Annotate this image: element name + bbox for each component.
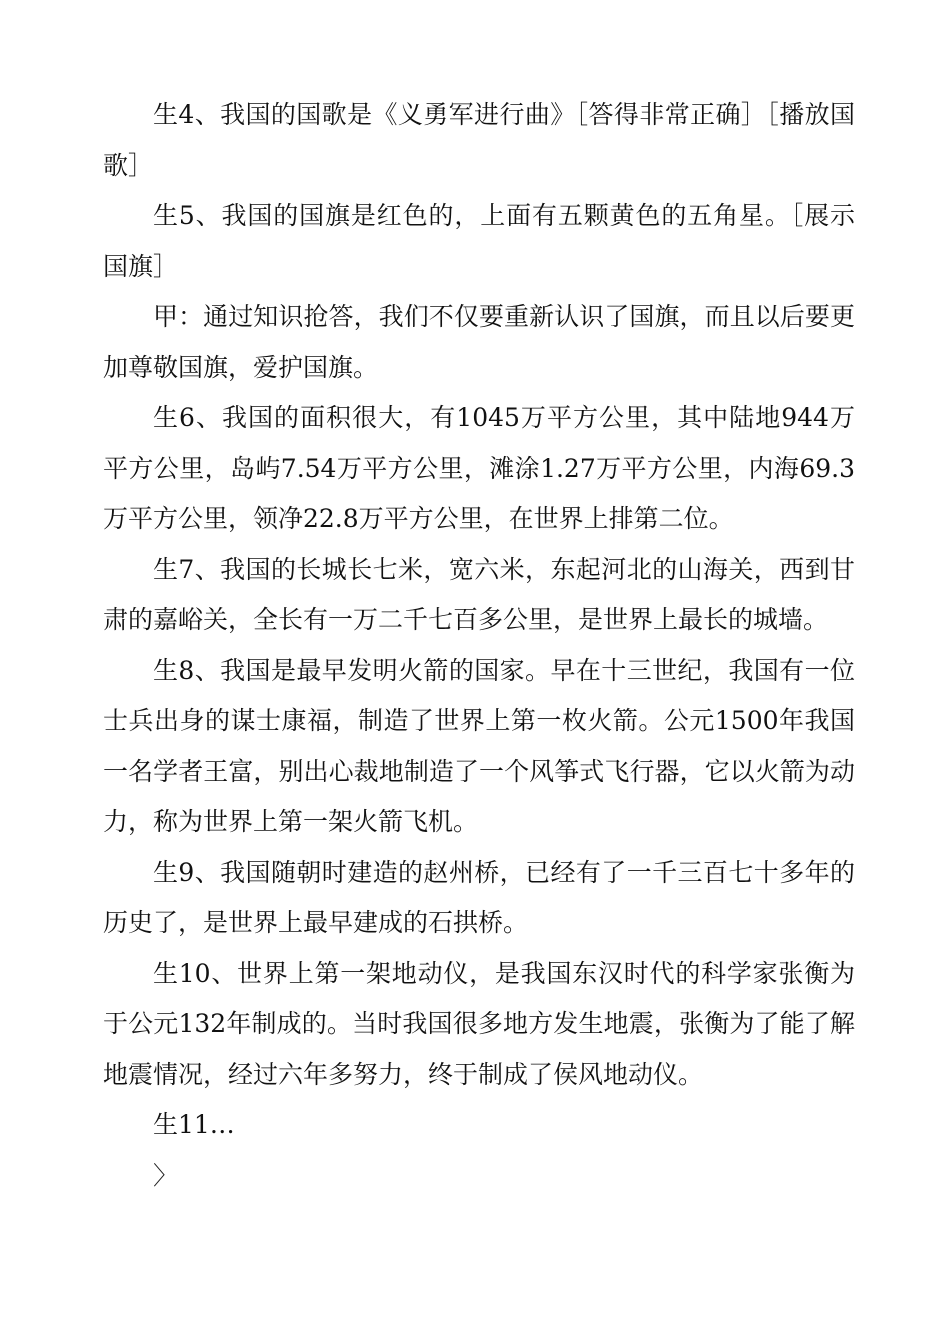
paragraph-student-11: 生11… — [153, 1110, 235, 1139]
paragraph-student-7: 生7、我国的长城长七米，宽六米，东起河北的山海关，西到甘肃的嘉峪关，全长有一万二千七百多公里，是世界上最长的城墙。 — [103, 554, 855, 634]
paragraph-student-8: 生8、我国是最早发明火箭的国家。早在十三世纪，我国有一位士兵出身的谋士康福，制造了世界上第一枚火箭。公元1500年我国一名学者王富，别出心裁地制造了一个风筝式飞行器，它以火箭为动力，称为世界上第一架火箭飞机。 — [103, 655, 855, 836]
paragraph-student-6: 生6、我国的面积很大，有1045万平方公里，其中陆地944万平方公里，岛屿7.54万平方公里，滩涂1.27万平方公里，内海69.3万平方公里，领净22.8万平方公里，在世界上排第二位。 — [103, 403, 855, 533]
paragraph-student-9: 生9、我国随朝时建造的赵州桥，已经有了一千三百七十多年的历史了，是世界上最早建成的石拱桥。 — [103, 857, 855, 937]
paragraph-host-jia: 甲：通过知识抢答，我们不仅要重新认识了国旗，而且以后要更加尊敬国旗，爱护国旗。 — [103, 302, 855, 382]
document-page — [103, 90, 855, 1201]
paragraph-student-5: 生5、我国的国旗是红色的，上面有五颗黄色的五角星。［展示国旗］ — [103, 201, 855, 281]
paragraph-student-4: 生4、我国的国歌是《义勇军进行曲》［答得非常正确］［播放国歌］ — [103, 100, 855, 180]
paragraph-student-10: 生10、世界上第一架地动仪，是我国东汉时代的科学家张衡为于公元132年制成的。当时我国很多地方发生地震，张衡为了能了解地震情况，经过六年多努力，终于制成了侯风地动仪。 — [103, 958, 855, 1089]
closing-mark: 〉 — [153, 1160, 179, 1190]
